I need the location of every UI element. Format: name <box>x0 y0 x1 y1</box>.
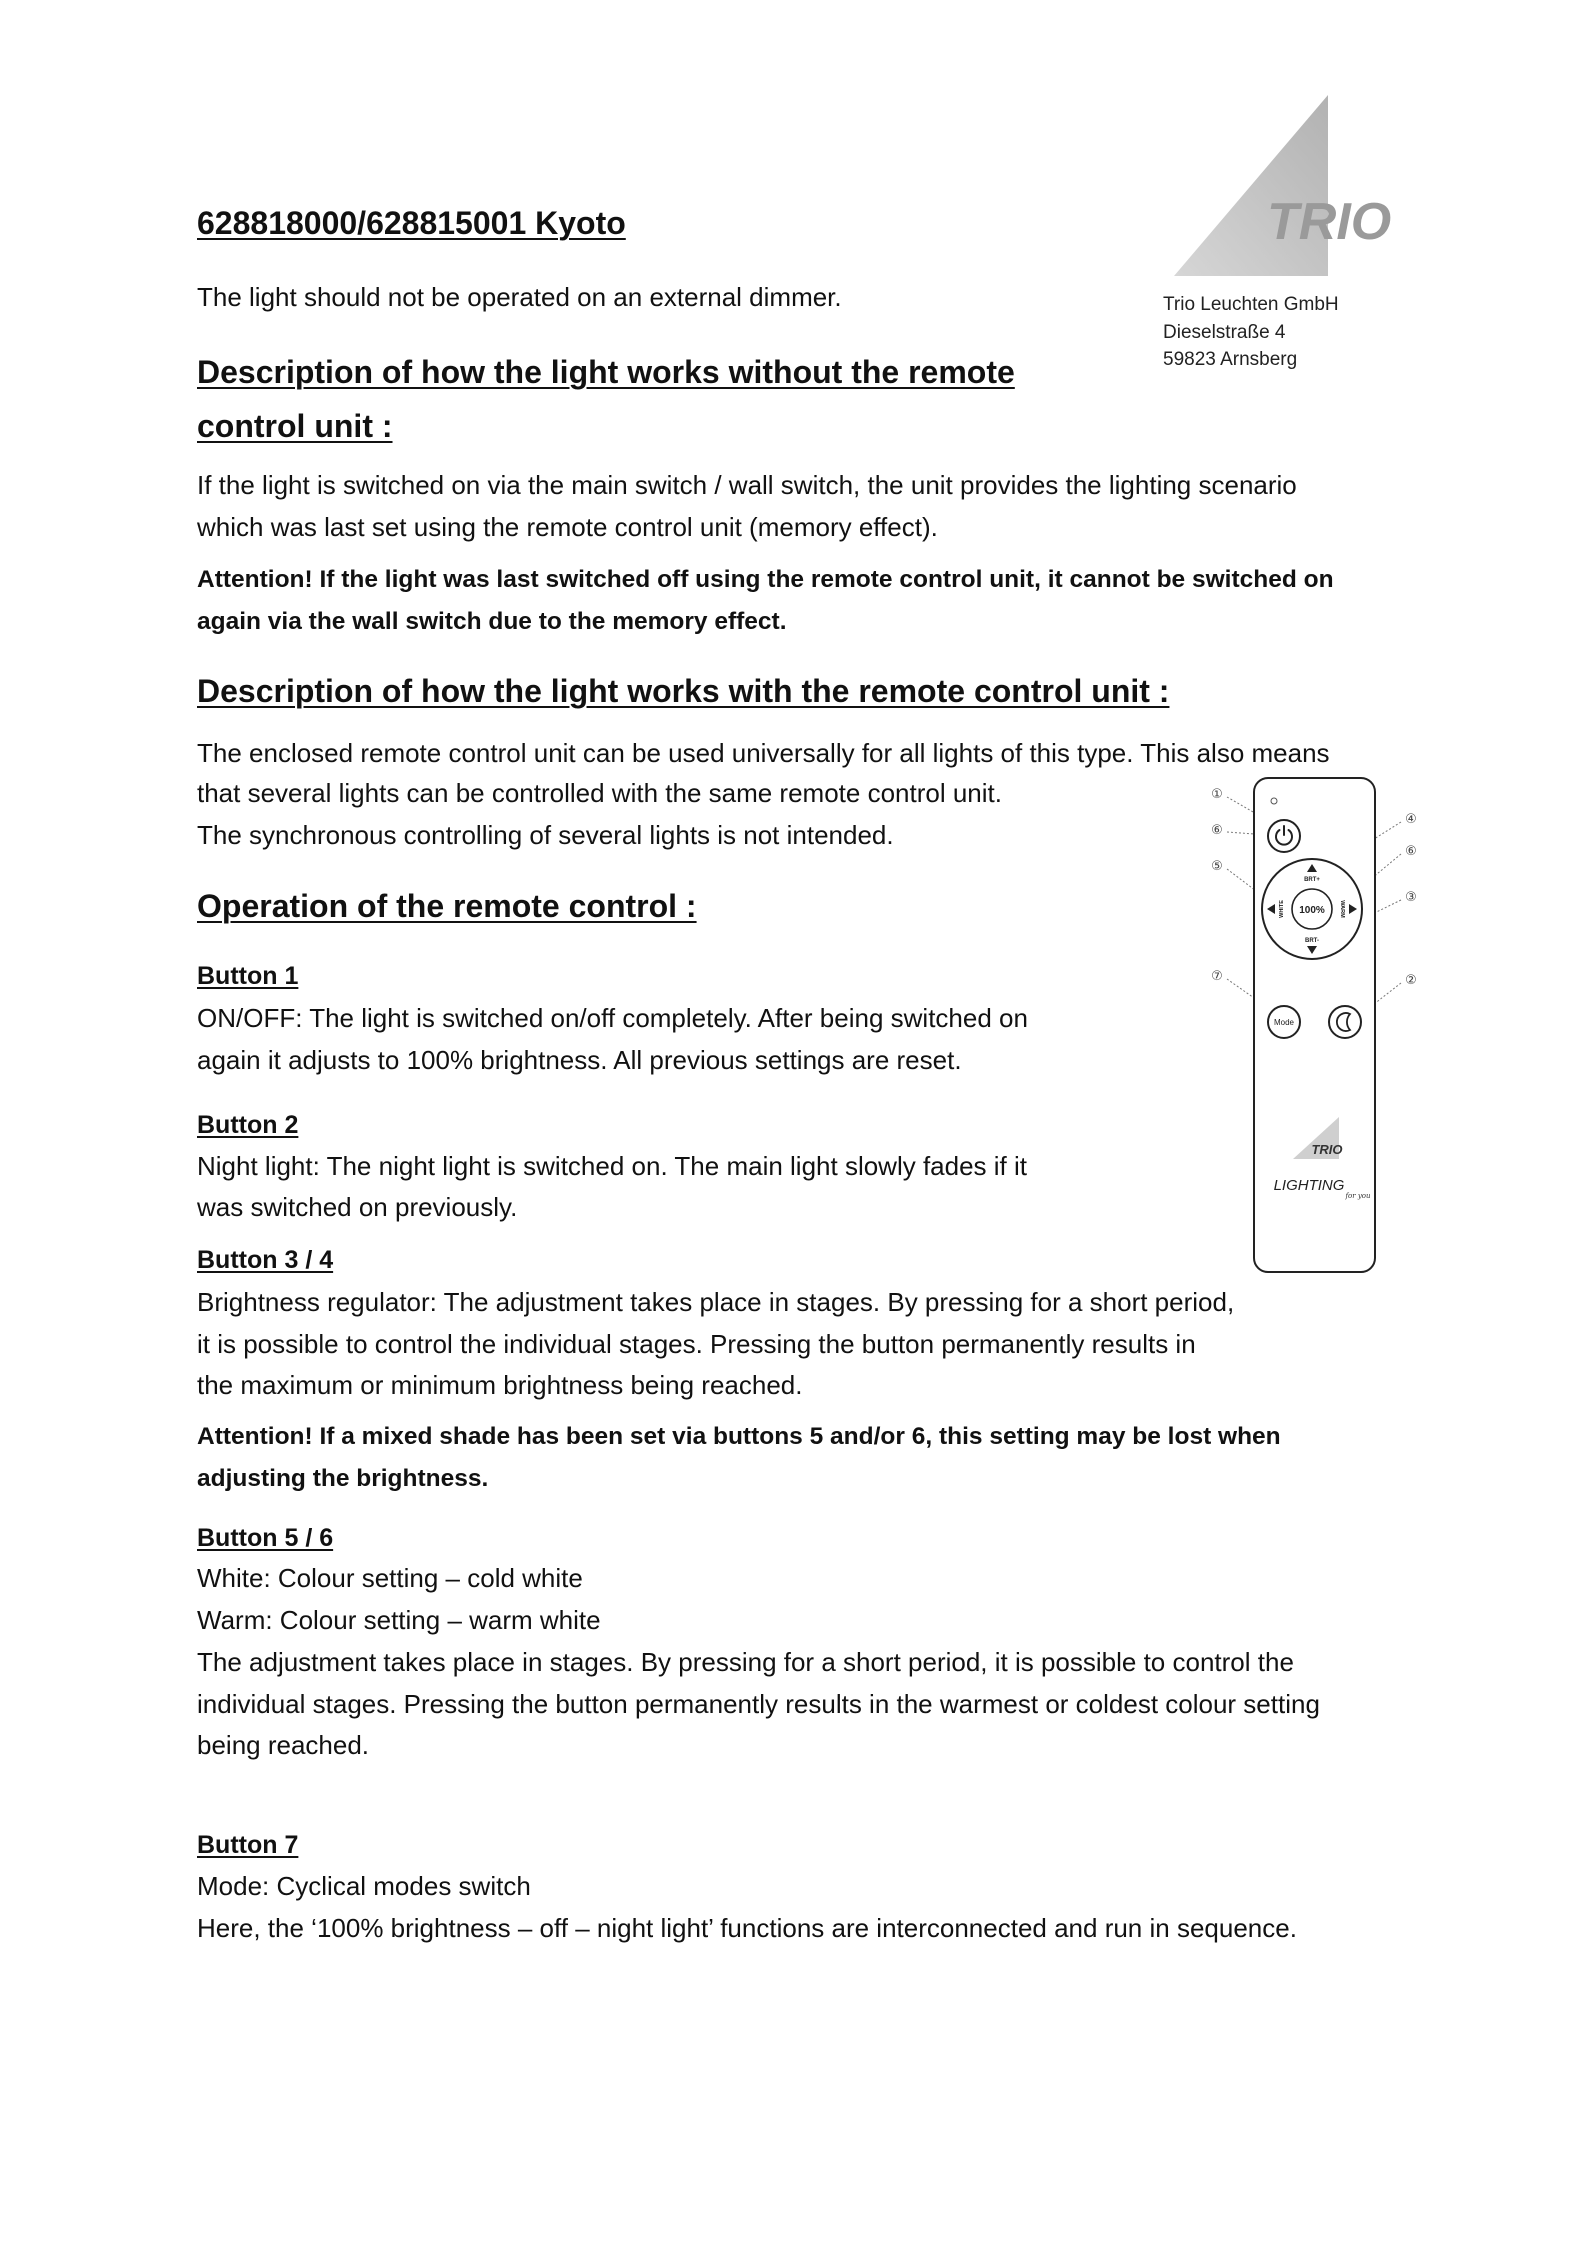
callout-number: ⑥ <box>1211 823 1223 838</box>
button-3-4-label: Button 3 / 4 <box>197 1246 334 1274</box>
attention-line: Attention! If the light was last switched off using the remote control unit, it cannot be switched on <box>197 566 1334 593</box>
paragraph-line: The adjustment takes place in stages. By pressing for a short period, it is possible to control the <box>197 1647 1294 1677</box>
white-label: WHITE <box>1279 900 1285 918</box>
paragraph-line: it is possible to control the individual stages. Pressing the button permanently results in <box>197 1329 1196 1359</box>
trio-logo <box>1160 85 1410 285</box>
callout-number: ⑦ <box>1211 969 1223 984</box>
paragraph-line: ON/OFF: The light is switched on/off completely. After being switched on <box>197 1003 1028 1033</box>
button-1-label: Button 1 <box>197 962 299 990</box>
remote-tagline-sub: for you <box>1345 1192 1371 1200</box>
company-city: 59823 Arnsberg <box>1163 349 1298 370</box>
page-title: 628818000/628815001 Kyoto <box>197 205 626 241</box>
paragraph-line: individual stages. Pressing the button permanently results in the warmest or coldest colour setting <box>197 1689 1320 1719</box>
paragraph-line: The enclosed remote control unit can be used universally for all lights of this type. This also means <box>197 738 1330 768</box>
paragraph-line: White: Colour setting – cold white <box>197 1563 583 1593</box>
logo-text: TRIO <box>1267 193 1392 251</box>
callout-number: ① <box>1211 787 1223 802</box>
button-7-label: Button 7 <box>197 1831 299 1859</box>
remote-control-illustration <box>1200 770 1440 1290</box>
section-heading-operation: Operation of the remote control : <box>197 888 697 924</box>
callout-number: ⑥ <box>1405 844 1417 859</box>
brightness-down-label: BRT- <box>1305 938 1319 944</box>
paragraph-line: Brightness regulator: The adjustment takes place in stages. By pressing for a short period, <box>197 1287 1235 1317</box>
paragraph-line: The synchronous controlling of several lights is not intended. <box>197 820 894 850</box>
paragraph-line: Warm: Colour setting – warm white <box>197 1605 601 1635</box>
attention-line: Attention! If a mixed shade has been set via buttons 5 and/or 6, this setting may be lost when <box>197 1423 1281 1450</box>
section-heading-without-remote: control unit : <box>197 408 393 444</box>
paragraph-line: the maximum or minimum brightness being reached. <box>197 1370 803 1400</box>
button-5-6-label: Button 5 / 6 <box>197 1524 334 1552</box>
callout-number: ② <box>1405 973 1417 988</box>
paragraph-line: Night light: The night light is switched on. The main light slowly fades if it <box>197 1151 1028 1181</box>
attention-line: adjusting the brightness. <box>197 1465 489 1492</box>
warm-label: WARM <box>1339 900 1345 918</box>
center-button-label: 100% <box>1299 905 1325 916</box>
paragraph-line: being reached. <box>197 1730 370 1760</box>
night-light-button <box>1329 1006 1361 1038</box>
remote-tagline: LIGHTING <box>1273 1177 1345 1194</box>
callout-number: ④ <box>1405 812 1417 827</box>
company-street: Dieselstraße 4 <box>1163 322 1286 343</box>
callout-number: ③ <box>1405 890 1417 905</box>
paragraph-line: which was last set using the remote control unit (memory effect). <box>197 512 938 542</box>
paragraph-line: Mode: Cyclical modes switch <box>197 1871 531 1901</box>
paragraph-line: was switched on previously. <box>197 1192 518 1222</box>
remote-brand: TRIO <box>1311 1142 1343 1157</box>
button-2-label: Button 2 <box>197 1111 299 1139</box>
paragraph-line: If the light is switched on via the main switch / wall switch, the unit provides the lighting scenario <box>197 470 1297 500</box>
intro-text: The light should not be operated on an external dimmer. <box>197 282 842 312</box>
brightness-up-label: BRT+ <box>1304 877 1320 883</box>
mode-button-label: Mode <box>1273 1018 1295 1027</box>
paragraph-line: that several lights can be controlled with the same remote control unit. <box>197 778 1002 808</box>
attention-line: again via the wall switch due to the memory effect. <box>197 608 787 635</box>
section-heading-without-remote: Description of how the light works without the remote <box>197 354 1015 390</box>
company-name: Trio Leuchten GmbH <box>1163 294 1339 315</box>
section-heading-with-remote: Description of how the light works with the remote control unit : <box>197 673 1170 709</box>
callout-number: ⑤ <box>1211 859 1223 874</box>
paragraph-line: Here, the ‘100% brightness – off – night light’ functions are interconnected and run in sequence. <box>197 1913 1297 1943</box>
paragraph-line: again it adjusts to 100% brightness. All previous settings are reset. <box>197 1045 962 1075</box>
